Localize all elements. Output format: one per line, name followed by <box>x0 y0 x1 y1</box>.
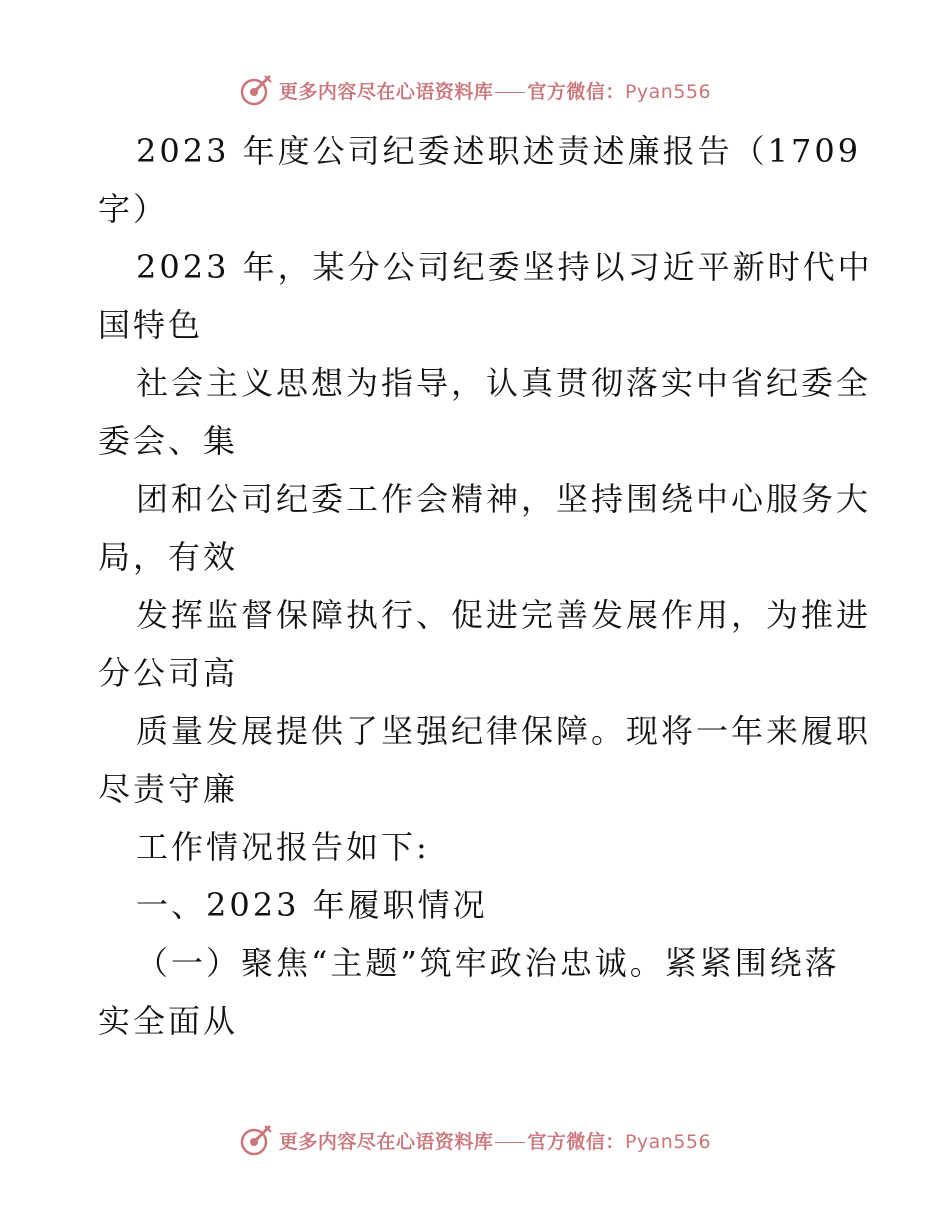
doc-title-line-2: 字） <box>98 190 169 228</box>
paragraph-line: 发挥监督保障执行、促进完善发展作用，为推进 <box>136 596 872 634</box>
pen-seal-icon <box>239 73 273 107</box>
paragraph-line: 委会、集 <box>98 422 239 460</box>
subsection-line: （一）聚焦“主题”筑牢政治忠诚。紧紧围绕落 <box>136 944 840 982</box>
document-body <box>98 122 873 1050</box>
watermark-header <box>0 70 950 110</box>
paragraph-line: 质量发展提供了坚强纪律保障。现将一年来履职 <box>136 712 872 750</box>
watermark-text: 更多内容尽在心语资料库 官方微信：Pyan556 <box>278 1130 712 1153</box>
paragraph-line: 局，有效 <box>98 538 239 576</box>
watermark-text: 更多内容尽在心语资料库 官方微信：Pyan556 <box>278 80 712 103</box>
paragraph-line: 工作情况报告如下: <box>136 828 430 866</box>
paragraph-line: 团和公司纪委工作会精神，坚持围绕中心服务大 <box>136 480 872 518</box>
watermark-footer <box>0 1120 950 1160</box>
paragraph-line: 实全面从 <box>98 1002 239 1040</box>
paragraph-line: 社会主义思想为指导，认真贯彻落实中省纪委全 <box>136 364 872 402</box>
paragraph-line: 国特色 <box>98 306 204 344</box>
doc-title-line-1: 2023 年度公司纪委述职述责述廉报告（1709 <box>136 132 862 170</box>
paragraph-line: 2023 年，某分公司纪委坚持以习近平新时代中 <box>136 248 873 286</box>
pen-seal-icon <box>239 1123 273 1157</box>
section-heading: 一、2023 年履职情况 <box>136 886 488 924</box>
paragraph-line: 尽责守廉 <box>98 770 239 808</box>
paragraph-line: 分公司高 <box>98 654 239 692</box>
